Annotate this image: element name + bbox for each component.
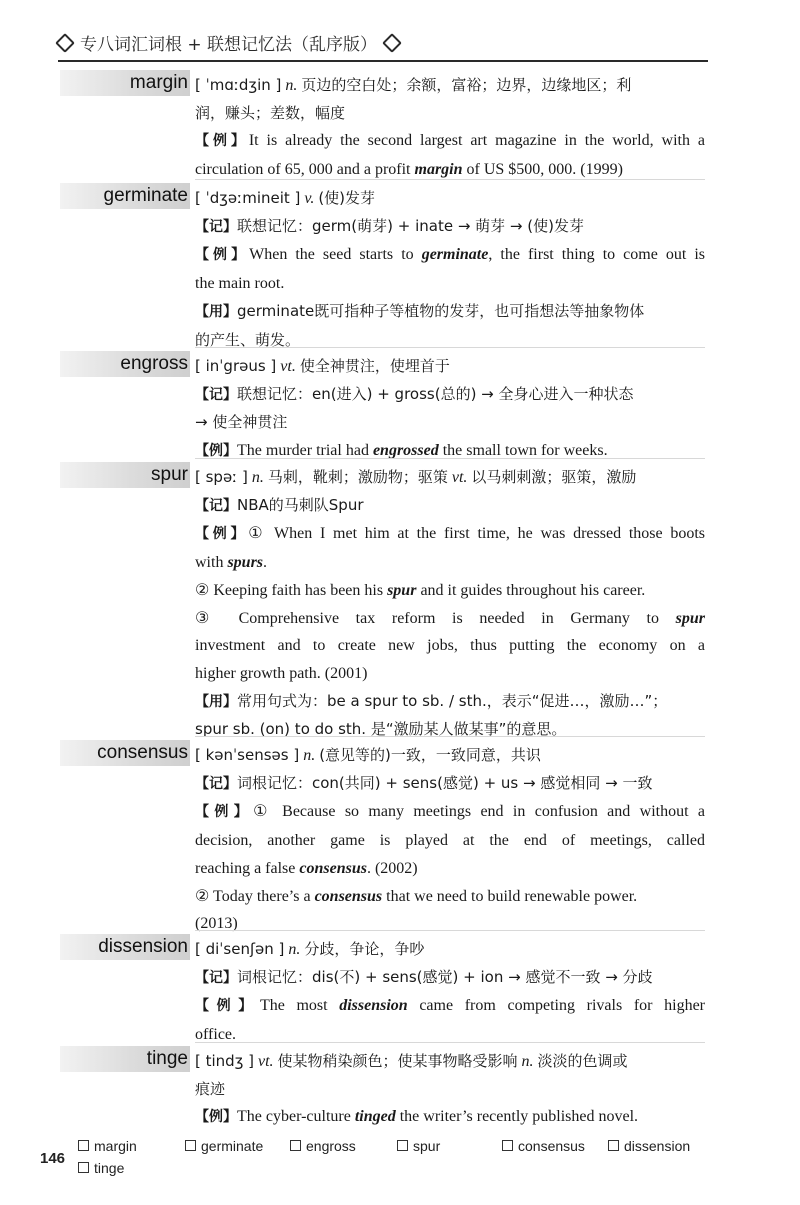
checklist-item[interactable]: dissension — [608, 1138, 690, 1154]
memo-line: → 使全神贯注 — [195, 413, 288, 432]
definition: 淡淡的色调或 — [537, 1052, 628, 1070]
example-line: ③ Comprehensive tax reform is needed in Germany to spur — [195, 609, 705, 627]
checkbox-icon[interactable] — [290, 1140, 301, 1151]
entry-body — [195, 742, 705, 938]
checklist-item[interactable]: engross — [290, 1138, 356, 1154]
usage-tag: 【用】 — [195, 303, 237, 320]
example-line: 【例】The cyber-culture tinged the writer’s recently published novel. — [195, 1108, 639, 1126]
definition: 以马刺刺激；驱策，激励 — [471, 468, 637, 486]
example-tag: 【例】 — [195, 133, 249, 150]
headword: spur — [151, 464, 188, 485]
entry-body — [195, 353, 705, 466]
definition: 马刺，靴刺；激励物；驱策 — [267, 468, 448, 486]
example-line: the main root. — [195, 275, 285, 293]
example-tag: 【例】 — [195, 1109, 237, 1126]
example-line: decision, another game is played at the end of meetings, called — [195, 832, 705, 850]
example-tag: 【例】 — [195, 998, 260, 1015]
memo-tag: 【记】 — [195, 775, 237, 792]
definition-line — [195, 936, 705, 964]
highlighted-word: spur — [675, 609, 705, 627]
highlighted-word: tinged — [354, 1108, 396, 1126]
usage-line: spur sb. (on) to do sth. 是“激励某人做某事”的意思。 — [195, 720, 567, 739]
memo-line: 【记】联想记忆：en(进入) + gross(总的) → 全身心进入一种状态 — [195, 384, 634, 403]
header-rule — [58, 60, 708, 62]
example-line: office. — [195, 1026, 237, 1044]
highlighted-word: germinate — [421, 246, 489, 264]
checkbox-icon[interactable] — [397, 1140, 408, 1151]
page-number: 146 — [40, 1150, 66, 1167]
entry-rule — [195, 347, 705, 348]
definition-line — [195, 1048, 705, 1076]
definition-line: 润，赚头；差数，幅度 — [195, 103, 346, 122]
example-line: 【例】① Because so many meetings end in confusion and without a — [195, 803, 706, 821]
part-of-speech: vt. — [451, 469, 468, 486]
part-of-speech: v. — [304, 190, 315, 207]
example-line: (2013) — [195, 915, 238, 933]
pronunciation: [ kənˈsensəs ] — [195, 746, 300, 764]
entry-body — [195, 1048, 705, 1132]
example-line: 【例】The most dissension came from competing rivals for higher — [195, 997, 706, 1015]
part-of-speech: n. — [521, 1053, 534, 1070]
highlighted-word: dissension — [339, 997, 408, 1015]
definition: (使)发芽 — [318, 189, 376, 207]
highlighted-word: spur — [387, 581, 417, 599]
memo-tag: 【记】 — [195, 969, 237, 986]
example-tag: 【例】 — [195, 247, 250, 264]
checklist-item[interactable]: spur — [397, 1138, 440, 1154]
part-of-speech: n. — [251, 469, 264, 486]
usage-line: 【用】常用句式为：be a spur to sb. / sth.，表示“促进…，激励…”； — [195, 691, 668, 710]
pronunciation: [ diˈsenʃən ] — [195, 940, 285, 958]
definition: 使某物稍染颜色；使某事物略受影响 — [277, 1052, 518, 1070]
running-header — [58, 30, 399, 55]
checkbox-icon[interactable] — [608, 1140, 619, 1151]
usage-line: 【用】germinate既可指种子等植物的发芽，也可指想法等抽象物体 — [195, 301, 645, 320]
example-line: 【例】The murder trial had engrossed the small town for weeks. — [195, 442, 608, 460]
example-tag: 【例】 — [195, 443, 237, 460]
highlighted-word: spurs — [227, 554, 264, 572]
headword: engross — [120, 353, 188, 374]
example-line: 【例】It is already the second largest art magazine in the world, with a — [195, 132, 706, 150]
review-footer — [0, 1132, 800, 1192]
headword: tinge — [146, 1048, 188, 1069]
entry-rule — [195, 930, 705, 931]
entry-body — [195, 936, 705, 1049]
checklist-item[interactable]: germinate — [185, 1138, 263, 1154]
highlighted-word: margin — [414, 161, 463, 179]
checkbox-icon[interactable] — [185, 1140, 196, 1151]
definition: (意见等的)一致，一致同意，共识 — [319, 746, 541, 764]
example-line: circulation of 65, 000 and a profit margin of US $500, 000. (1999) — [195, 161, 623, 179]
definition-line — [195, 353, 705, 381]
part-of-speech: vt. — [280, 358, 296, 375]
entry-body — [195, 464, 705, 744]
definition-line — [195, 464, 705, 492]
diamond-icon — [382, 33, 402, 53]
checkbox-icon[interactable] — [78, 1140, 89, 1151]
headword: consensus — [97, 742, 188, 763]
highlighted-word: engrossed — [372, 442, 439, 460]
diamond-icon — [55, 33, 75, 53]
definition: 页边的空白处；余额，富裕；边界，边缘地区；利 — [301, 76, 632, 94]
usage-line: 的产生、萌发。 — [195, 330, 301, 349]
definition-line: 痕迹 — [195, 1079, 226, 1098]
highlighted-word: consensus — [314, 887, 383, 905]
checkbox-icon[interactable] — [78, 1162, 89, 1173]
example-line: 【例】① When I met him at the first time, he was dressed those boots — [195, 525, 706, 543]
checkbox-icon[interactable] — [502, 1140, 513, 1151]
definition-line — [195, 185, 705, 213]
memo-line: 【记】词根记忆：dis(不) + sens(感觉) + ion → 感觉不一致 → 分歧 — [195, 967, 653, 986]
example-tag: 【例】 — [195, 526, 249, 543]
definition: 分歧，争论，争吵 — [304, 940, 425, 958]
example-line: higher growth path. (2001) — [195, 664, 368, 682]
definition-line — [195, 72, 705, 100]
headword: dissension — [98, 936, 188, 957]
usage-tag: 【用】 — [195, 693, 237, 710]
pronunciation: [ tindʒ ] — [195, 1052, 254, 1070]
part-of-speech: n. — [288, 941, 301, 958]
checklist-item[interactable]: margin — [78, 1138, 137, 1154]
example-line: investment and to create new jobs, thus putting the economy on a — [195, 637, 705, 655]
example-line: 【例】When the seed starts to germinate, the first thing to come out is — [195, 246, 706, 264]
highlighted-word: consensus — [299, 859, 367, 877]
entry-rule — [195, 179, 705, 180]
checklist-item[interactable]: tinge — [78, 1160, 124, 1176]
entry-rule — [195, 736, 705, 737]
example-line: with spurs. — [195, 554, 268, 572]
pronunciation: [ ˈdʒəːmineit ] — [195, 189, 301, 207]
part-of-speech: n. — [285, 77, 298, 94]
memo-line: 【记】NBA的马刺队Spur — [195, 495, 364, 514]
checklist-item[interactable]: consensus — [502, 1138, 585, 1154]
header-title: 专八词汇词根 + 联想记忆法（乱序版） — [80, 35, 378, 55]
memo-line: 【记】联想记忆：germ(萌芽) + inate → 萌芽 → (使)发芽 — [195, 216, 584, 235]
example-line: reaching a false consensus. (2002) — [195, 859, 418, 877]
memo-tag: 【记】 — [195, 386, 237, 403]
example-line: ② Keeping faith has been his spur and it guides throughout his career. — [195, 581, 646, 599]
entry-body — [195, 72, 705, 184]
memo-line: 【记】词根记忆：con(共同) + sens(感觉) + us → 感觉相同 → 一致 — [195, 773, 653, 792]
part-of-speech: n. — [303, 747, 316, 764]
part-of-speech: vt. — [257, 1053, 274, 1070]
definition-line — [195, 742, 705, 770]
entry-rule — [195, 1042, 705, 1043]
entry-rule — [195, 458, 705, 459]
example-line: ② Today there’s a consensus that we need to build renewable power. — [195, 887, 638, 905]
headword: margin — [129, 72, 188, 93]
memo-tag: 【记】 — [195, 497, 237, 514]
example-tag: 【例】 — [195, 804, 254, 821]
headword: germinate — [103, 185, 188, 206]
memo-tag: 【记】 — [195, 218, 237, 235]
pronunciation: [ ˈmɑːdʒin ] — [195, 76, 282, 94]
pronunciation: [ inˈgrəus ] — [195, 357, 277, 375]
entry-body — [195, 185, 705, 354]
pronunciation: [ spəː ] — [195, 468, 248, 486]
definition: 使全神贯注，使埋首于 — [299, 357, 450, 375]
